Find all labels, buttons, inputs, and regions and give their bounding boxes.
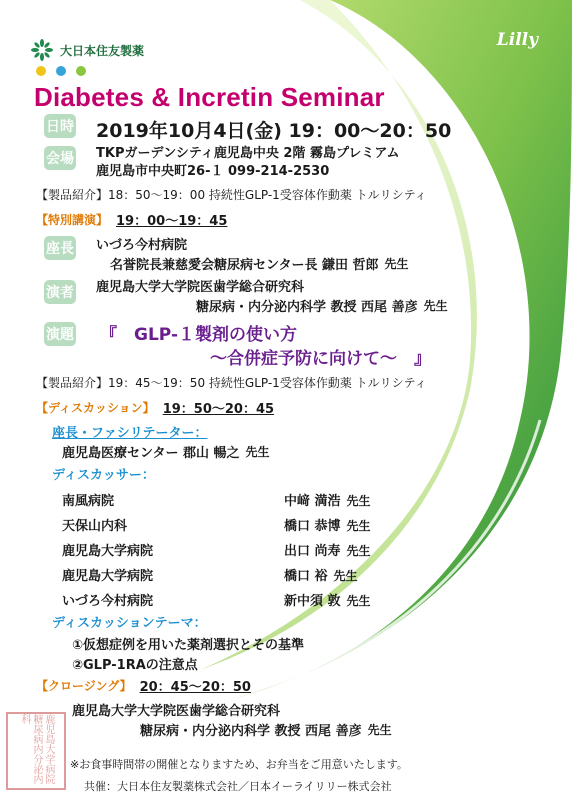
seal-text: 鹿児島大学病院糖尿病内分泌内科	[19, 714, 54, 784]
speaker-affiliation: 鹿児島大学大学院医歯学総合研究科	[96, 280, 305, 295]
discusser-name: 橋口 恭博 先生	[284, 519, 371, 534]
special-lecture-label: 【特別講演】	[36, 213, 109, 227]
decorative-dots	[36, 66, 86, 76]
discusser-name: 新中須 敦 先生	[284, 594, 371, 609]
venue-address: 鹿児島市中央町26-１ 099-214-2530	[96, 164, 330, 179]
speaker-name: 糖尿病・内分泌内科学 教授 西尾 善彦	[196, 300, 418, 315]
topic-badge: 演題	[44, 322, 76, 346]
theme-2: ②GLP-1RAの注意点	[72, 658, 198, 673]
seal-stamp	[6, 712, 66, 790]
venue-badge: 会場	[44, 146, 76, 170]
facilitator-row	[62, 442, 270, 461]
lilly-logo: Lilly	[496, 30, 538, 50]
facilitator-honorific: 先生	[245, 445, 270, 459]
closing-time: 20：45〜20：50	[139, 680, 251, 695]
chair-honorific: 先生	[384, 257, 409, 271]
discussion-header	[36, 398, 274, 417]
discussers-heading: ディスカッサー：	[52, 468, 155, 483]
chair-affiliation: いづろ今村病院	[96, 238, 188, 253]
discusser-hospital: 天保山内科	[62, 519, 128, 534]
cosponsor: 共催：大日本住友製薬株式会社／日本イーライリリー株式会社	[84, 780, 392, 793]
company-logo	[30, 38, 144, 62]
discusser-name: 中﨑 満浩 先生	[284, 494, 371, 509]
discusser-name: 橋口 裕 先生	[284, 569, 358, 584]
discussion-time: 19：50〜20：45	[162, 402, 275, 417]
speaker-badge: 演者	[44, 280, 76, 304]
event-datetime: 2019年10月4日(金) 19：00〜20：50	[96, 120, 452, 142]
theme-1: ①仮想症例を用いた薬剤選択とその基準	[72, 638, 305, 653]
closing-name: 糖尿病・内分泌内科学 教授 西尾 善彦	[140, 724, 362, 739]
discussers-list	[62, 490, 371, 609]
yellow-dot	[36, 66, 46, 76]
chair-name-row	[110, 254, 409, 273]
lecture-title-line1: 『 GLP-１製剤の使い方	[100, 325, 298, 345]
closing-header	[36, 676, 251, 695]
facilitator-name: 鹿児島医療センター 郡山 暢之	[62, 446, 240, 461]
discusser-name: 出口 尚寿 先生	[284, 544, 371, 559]
seminar-title: Diabetes & Incretin Seminar	[34, 82, 385, 112]
product-intro-1: 【製品紹介】18：50〜19：00 持続性GLP-1受容体作動薬 トルリシティ	[36, 188, 427, 202]
theme-heading: ディスカッションテーマ：	[52, 616, 207, 631]
green-dot	[76, 66, 86, 76]
product-intro-2: 【製品紹介】19：45〜19：50 持続性GLP-1受容体作動薬 トルリシティ	[36, 376, 427, 390]
discusser-hospital: 南風病院	[62, 494, 115, 509]
discusser-hospital: いづろ今村病院	[62, 594, 154, 609]
closing-honorific: 先生	[367, 723, 392, 737]
chair-badge: 座長	[44, 236, 76, 260]
closing-affiliation: 鹿児島大学大学院医歯学総合研究科	[72, 704, 281, 719]
blue-dot	[56, 66, 66, 76]
chair-name: 名誉院長兼慈愛会糖尿病センター長 鎌田 哲郎	[110, 258, 379, 273]
company-name: 大日本住友製薬	[60, 43, 145, 58]
special-lecture-time: 19：00〜19：45	[116, 214, 228, 229]
lecture-title-line2: 〜合併症予防に向けて〜 』	[210, 349, 431, 369]
speaker-name-row	[196, 296, 448, 315]
closing-name-row	[140, 720, 392, 739]
discusser-hospital: 鹿児島大学病院	[62, 544, 154, 559]
special-lecture-header	[36, 210, 227, 229]
meal-note: ※お食事時間帯の開催となりますため、お弁当をご用意いたします。	[70, 758, 408, 771]
discussion-label: 【ディスカッション】	[36, 401, 155, 415]
sunburst-logo-icon	[30, 38, 54, 62]
venue-name: TKPガーデンシティ鹿児島中央 2階 霧島プレミアム	[96, 146, 400, 161]
date-badge: 日時	[44, 114, 76, 138]
facilitator-heading: 座長・ファシリテーター：	[52, 426, 208, 441]
speaker-honorific: 先生	[423, 299, 448, 313]
closing-label: 【クロージング】	[36, 679, 132, 693]
discusser-hospital: 鹿児島大学病院	[62, 569, 154, 584]
